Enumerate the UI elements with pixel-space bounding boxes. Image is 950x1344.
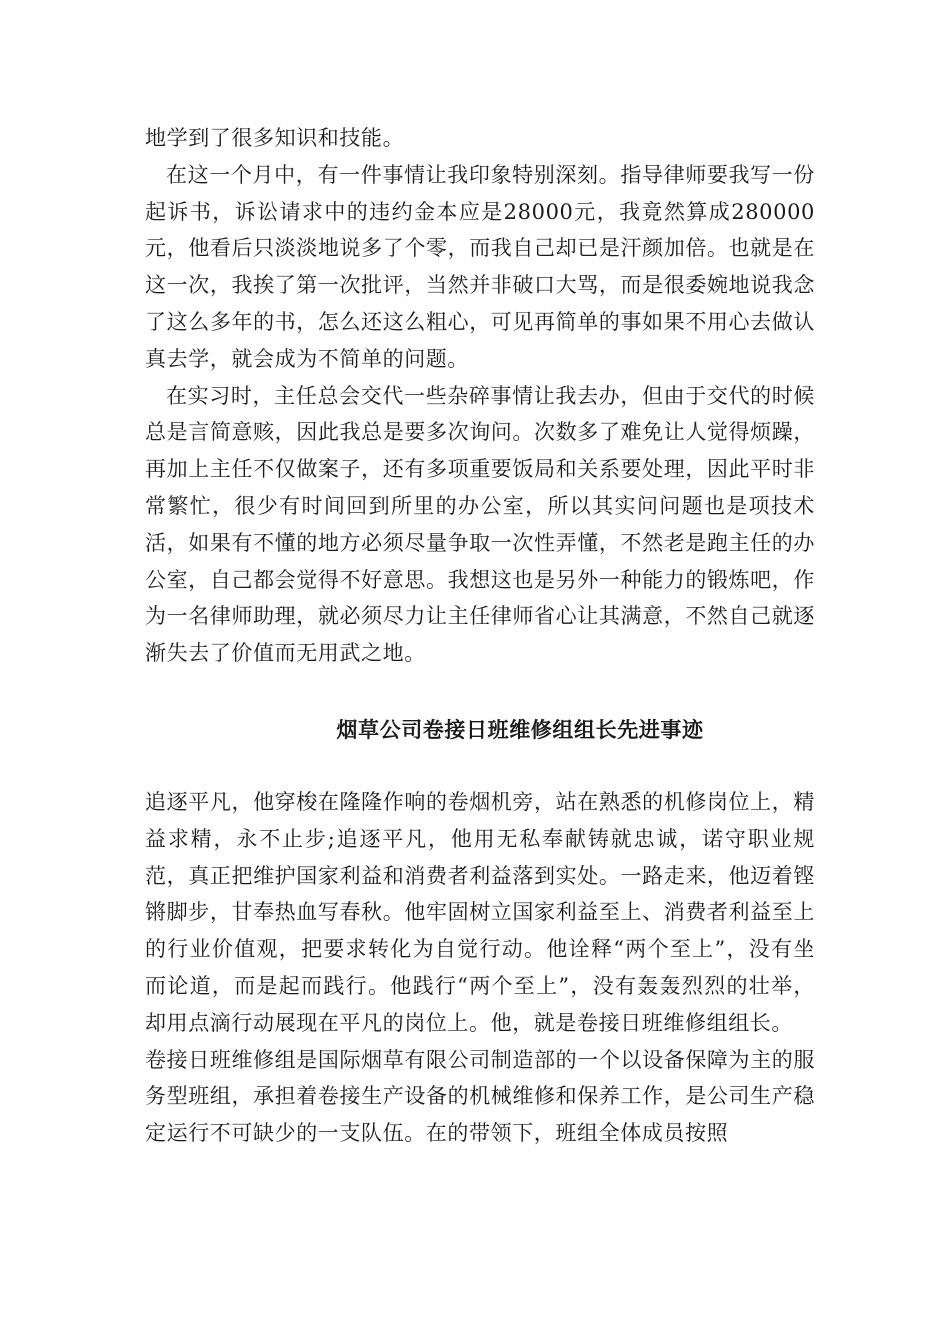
paragraph-director-tasks: 在实习时，主任总会交代一些杂碎事情让我去办，但由于交代的时候总是言简意赅，因此我总是要多次询问。次数多了难免让人觉得烦躁，再加上主任不仅做案子，还有多项重要饭局和关系要处理，因此平时非常繁忙，很少有时间回到所里的办公室，所以其实问问题也是项技术活，如果有不懂的地方必须尽量争取一次性弄懂，不然老是跑主任的办公室，自己都会觉得不好意思。我想这也是另外一种能力的锻炼吧，作为一名律师助理，就必须尽力让主任律师省心让其满意，不然自己就逐渐失去了价值而无用武之地。	[145, 383, 815, 666]
paragraph-pursuing-ordinary: 追逐平凡，他穿梭在隆隆作响的卷烟机旁，站在熟悉的机修岗位上，精益求精，永不止步;追逐平凡，他用无私奉献铸就忠诚，诺守职业规范，真正把维护国家利益和消费者利益落到实处。一路走来，他迈着铿锵脚步，甘奉热血写春秋。他牢固树立国家利益至上、消费者利益至上的行业价值观，把要求转化为自觉行动。他诠释“两个至上”，没有坐而论道，而是起而践行。他践行“两个至上”，没有轰轰烈烈的壮举，却用点滴行动展现在平凡的岗位上。他，就是卷接日班维修组组长。	[145, 790, 815, 1035]
article-title: 烟草公司卷接日班维修组组长先进事迹	[336, 717, 704, 742]
paragraph-continued: 地学到了很多知识和技能。	[145, 126, 405, 150]
article-text-block	[145, 784, 815, 1152]
paragraph-indictment-story: 在这一个月中，有一件事情让我印象特别深刻。指导律师要我写一份起诉书，诉讼请求中的违约金本应是28000元，我竟然算成280000元，他看后只淡淡地说多了个零，而我自己却已是汗颜加倍。也就是在这一次，我挨了第一次批评，当然并非破口大骂，而是很委婉地说我念了这么多年的书，怎么还这么粗心，可见再简单的事如果不用心去做认真去学，就会成为不简单的问题。	[145, 162, 815, 371]
paragraph-team-intro: 卷接日班维修组是国际烟草有限公司制造部的一个以设备保障为主的服务型班组，承担着卷接生产设备的机械维修和保养工作，是公司生产稳定运行不可缺少的一支队伍。在的带领下，班组全体成员按照	[145, 1047, 815, 1146]
internship-text-block	[145, 120, 815, 672]
